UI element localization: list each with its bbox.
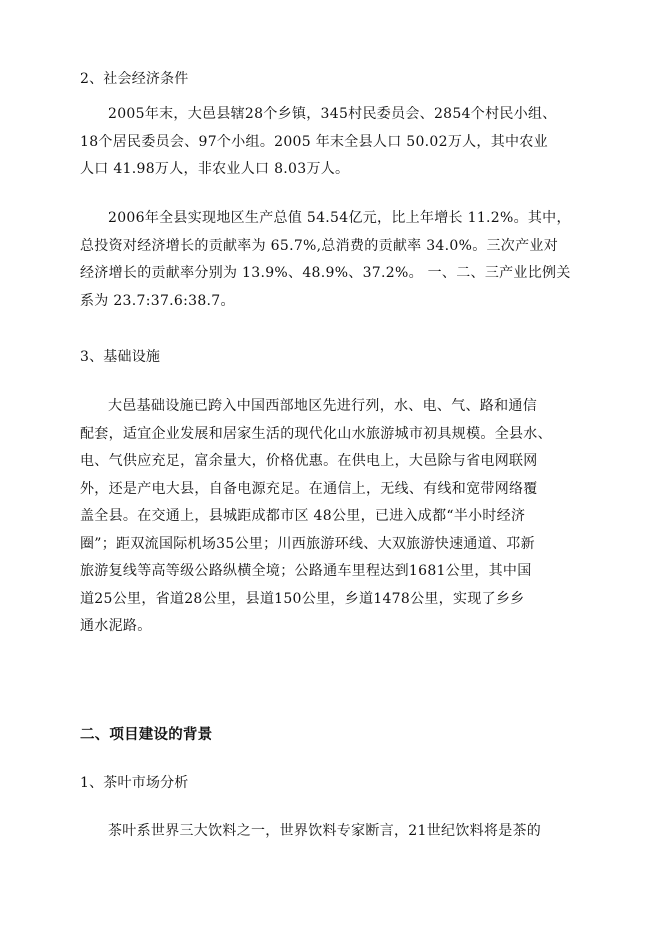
paragraph-line: 旅游复线等高等级公路纵横全境；公路通车里程达到1681公里，其中国 [80,563,532,579]
section-heading-infrastructure: 3、基础设施 [80,349,161,365]
paragraph-tea-market [80,818,582,846]
paragraph-line: 系为 23.7:37.6:38.7。 [80,292,235,309]
paragraph-line: 18个居民委员会、97个小组。2005 年末全县人口 50.02万人，其中农业 [80,133,548,150]
paragraph-line: 配套，适宜企业发展和居家生活的现代化山水旅游城市初具规模。全县水、 [80,425,552,442]
paragraph-line: 2006年全县实现地区生产总值 54.54亿元，比上年增长 11.2%。其中， [108,210,571,226]
paragraph-line: 2005年末，大邑县辖28个乡镇，345村民委员会、2854个村民小组、 [108,106,557,122]
paragraph-line: 盖全县。在交通上，县城距成都市区 48公里，已进入成都“半小时经济 [80,508,526,524]
paragraph-line: 圈”；距双流国际机场35公里；川西旅游环线、大双旅游快速通道、邛新 [80,535,535,552]
part-heading-project-background: 二、项目建设的背景 [80,726,213,743]
section-heading-tea-market: 1、茶叶市场分析 [80,775,189,791]
paragraph-line: 茶叶系世界三大饮料之一，世界饮料专家断言，21世纪饮料将是茶的 [108,823,542,839]
paragraph-line: 通水泥路。 [80,618,152,634]
paragraph-line: 外，还是产电大县，自备电源充足。在通信上，无线、有线和宽带网络覆 [80,480,538,497]
paragraph-line: 人口 41.98万人，非农业人口 8.03万人。 [80,161,350,177]
paragraph-population [80,101,582,184]
paragraph-gdp [80,205,582,315]
paragraph-line: 总投资对经济增长的贡献率为 65.7%,总消费的贡献率 34.0%。三次产业对 [80,237,558,254]
paragraph-line: 经济增长的贡献率分别为 13.9%、48.9%、37.2%。 一、二、三产业比例关 [80,265,571,281]
paragraph-line: 大邑基础设施已跨入中国西部地区先进行列，水、电、气、路和通信 [108,398,537,414]
paragraph-line: 电、气供应充足，富余量大，价格优惠。在供电上，大邑除与省电网联网 [80,453,538,469]
section-heading-social-economic: 2、社会经济条件 [80,71,189,87]
paragraph-line: 道25公里，省道28公里，县道150公里，乡道1478公里，实现了乡乡 [80,590,525,607]
paragraph-infrastructure [80,393,582,641]
